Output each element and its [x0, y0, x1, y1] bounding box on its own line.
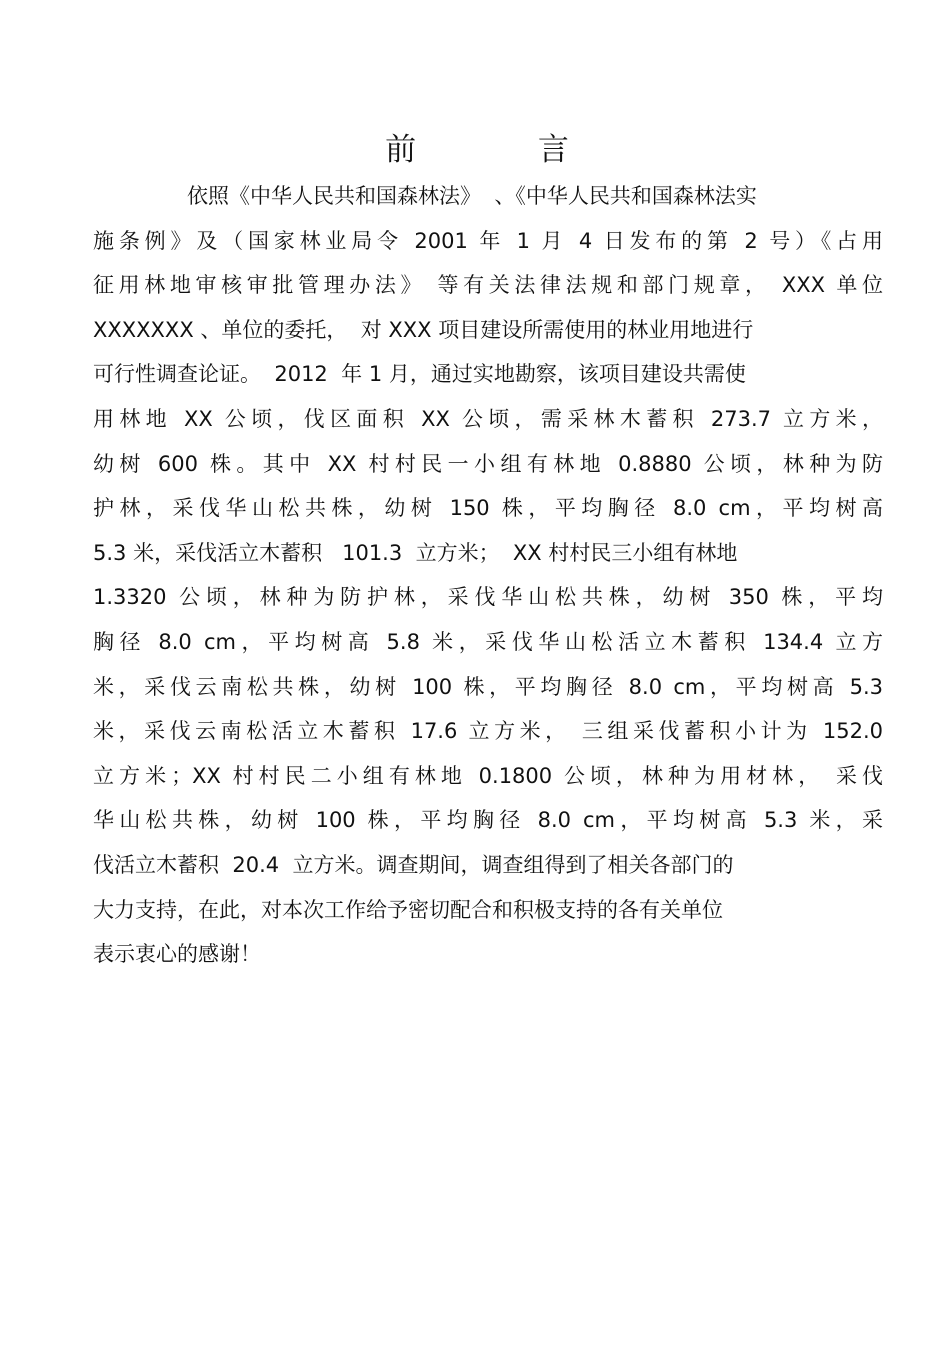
text-line: 大力支持，在此，对本次工作给予密切配合和积极支持的各有关单位 — [93, 897, 723, 922]
text-line: 立方米；XX 村村民二小组有林地 0.1800 公顷，林种为用材林， 采伐 — [93, 763, 883, 788]
text-line: 米，采伐云南松活立木蓄积 17.6 立方米， 三组采伐蓄积小计为 152.0 — [93, 719, 883, 744]
text-line: 1.3320 公顷，林种为防护林，采伐华山松共株，幼树 350 株，平均 — [93, 585, 883, 610]
text-line: 5.3 米，采伐活立木蓄积 101.3 立方米； XX 村村民三小组有林地 — [93, 540, 738, 565]
text-line: 胸径 8.0 cm，平均树高 5.8 米，采伐华山松活立木蓄积 134.4 立方 — [93, 629, 883, 654]
text-line: 用林地 XX 公顷，伐区面积 XX 公顷，需采林木蓄积 273.7 立方米， — [93, 406, 883, 431]
text-line: 依照《中华人民共和国森林法》 、《中华人民共和国森林法实 — [187, 184, 757, 208]
text-line: 征用林地审核审批管理办法》 等有关法律法规和部门规章， XXX 单位 — [93, 273, 883, 298]
preface-paragraph — [93, 174, 883, 977]
text-line: 表示衷心的感谢！ — [93, 942, 261, 967]
text-line: 施条例》及（国家林业局令 2001 年 1 月 4 日发布的第 2 号）《占用 — [93, 228, 883, 253]
text-line: 护林，采伐华山松共株，幼树 150 株，平均胸径 8.0 cm，平均树高 — [93, 496, 883, 521]
text-line: 可行性调查论证。 2012 年 1 月，通过实地勘察，该项目建设共需使 — [93, 362, 746, 387]
page-title: 前 言 — [385, 132, 625, 168]
text-line: 幼树 600 株。其中 XX 村村民一小组有林地 0.8880 公顷，林种为防 — [93, 451, 883, 476]
text-line: XXXXXXX 、单位的委托， 对 XXX 项目建设所需使用的林业用地进行 — [93, 317, 754, 342]
text-line: 伐活立木蓄积 20.4 立方米。调查期间，调查组得到了相关各部门的 — [93, 852, 734, 877]
text-line: 华山松共株，幼树 100 株，平均胸径 8.0 cm，平均树高 5.3 米，采 — [93, 808, 883, 833]
text-line: 米，采伐云南松共株，幼树 100 株，平均胸径 8.0 cm，平均树高 5.3 — [93, 674, 883, 699]
